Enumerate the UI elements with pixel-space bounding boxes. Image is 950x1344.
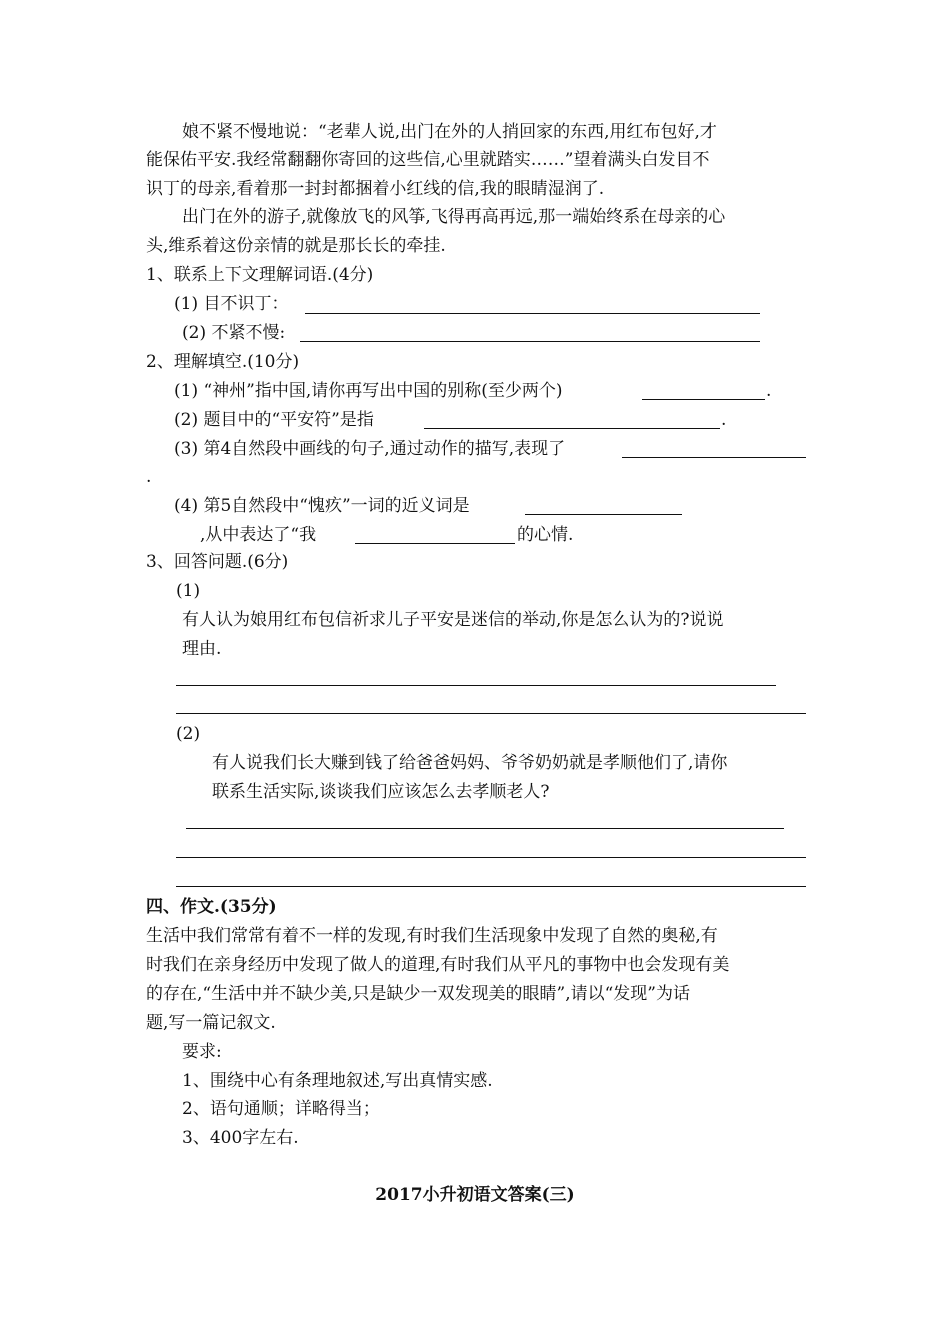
- question-3-num-1: (1): [176, 581, 201, 601]
- question-3-num-2: (2): [176, 724, 201, 744]
- essay-requirement: 1、围绕中心有条理地叙述,写出真情实感.: [182, 1071, 493, 1091]
- question-3-title: 3、回答问题.(6分): [146, 552, 289, 572]
- essay-prompt-line: 的存在,“生活中并不缺少美,只是缺少一双发现美的眼睛”,请以“发现”为话: [146, 984, 690, 1004]
- question-2-item-4: (4) 第5自然段中“愧疚”一词的近义词是: [174, 496, 470, 516]
- period: .: [146, 467, 152, 487]
- essay-title: 四、作文.(35分): [146, 897, 277, 917]
- question-1-title: 1、联系上下文理解词语.(4分): [146, 265, 374, 285]
- question-2-item-4-end: 的心情.: [517, 525, 574, 545]
- answer-heading: 2017小升初语文答案(三): [375, 1185, 575, 1205]
- question-1-item-1: (1) 目不识丁：: [174, 294, 289, 314]
- answer-blank[interactable]: [355, 543, 515, 544]
- question-2-title: 2、理解填空.(10分): [146, 352, 300, 372]
- answer-line[interactable]: [176, 886, 806, 887]
- answer-line[interactable]: [186, 828, 784, 829]
- answer-line[interactable]: [176, 713, 806, 714]
- question-2-item-3: (3) 第4自然段中画线的句子,通过动作的描写,表现了: [174, 439, 566, 459]
- question-2-item-2: (2) 题目中的“平安符”是指: [174, 410, 374, 430]
- essay-requirements-label: 要求:: [182, 1042, 222, 1062]
- passage-line: 头,维系着这份亲情的就是那长长的牵挂.: [146, 236, 446, 256]
- question-1-item-2: (2) 不紧不慢:: [182, 323, 286, 343]
- period: .: [766, 381, 772, 401]
- passage-line: 出门在外的游子,就像放飞的风筝,飞得再高再远,那一端始终系在母亲的心: [182, 207, 726, 227]
- essay-requirement: 3、400字左右.: [182, 1128, 299, 1148]
- question-3-stem-1: 理由.: [182, 639, 222, 659]
- essay-requirement: 2、语句通顺；详略得当；: [182, 1099, 380, 1119]
- answer-line[interactable]: [176, 685, 776, 686]
- answer-blank[interactable]: [525, 514, 682, 515]
- passage-line: 娘不紧不慢地说：“老辈人说,出门在外的人捎回家的东西,用红布包好,才: [182, 122, 717, 142]
- question-3-stem-1: 有人认为娘用红布包信祈求儿子平安是迷信的举动,你是怎么认为的?说说: [182, 610, 724, 630]
- essay-prompt-line: 时我们在亲身经历中发现了做人的道理,有时我们从平凡的事物中也会发现有美: [146, 955, 730, 975]
- question-3-stem-2: 联系生活实际,谈谈我们应该怎么去孝顺老人?: [212, 782, 550, 802]
- answer-blank[interactable]: [300, 341, 760, 342]
- answer-line[interactable]: [176, 857, 806, 858]
- essay-prompt-line: 生活中我们常常有着不一样的发现,有时我们生活现象中发现了自然的奥秘,有: [146, 926, 718, 946]
- answer-blank[interactable]: [424, 428, 720, 429]
- answer-blank[interactable]: [642, 399, 765, 400]
- answer-blank[interactable]: [305, 313, 760, 314]
- period: .: [721, 410, 727, 430]
- question-2-item-1: (1) “神州”指中国,请你再写出中国的别称(至少两个): [174, 381, 563, 401]
- essay-prompt-line: 题,写一篇记叙文.: [146, 1013, 276, 1033]
- passage-line: 识丁的母亲,看着那一封封都捆着小红线的信,我的眼睛湿润了.: [146, 179, 605, 199]
- question-2-item-4-cont: ,从中表达了“我: [200, 525, 317, 545]
- passage-line: 能保佑平安.我经常翻翻你寄回的这些信,心里就踏实……”望着满头白发目不: [146, 150, 710, 170]
- question-3-stem-2: 有人说我们长大赚到钱了给爸爸妈妈、爷爷奶奶就是孝顺他们了,请你: [212, 753, 728, 773]
- answer-blank[interactable]: [622, 457, 806, 458]
